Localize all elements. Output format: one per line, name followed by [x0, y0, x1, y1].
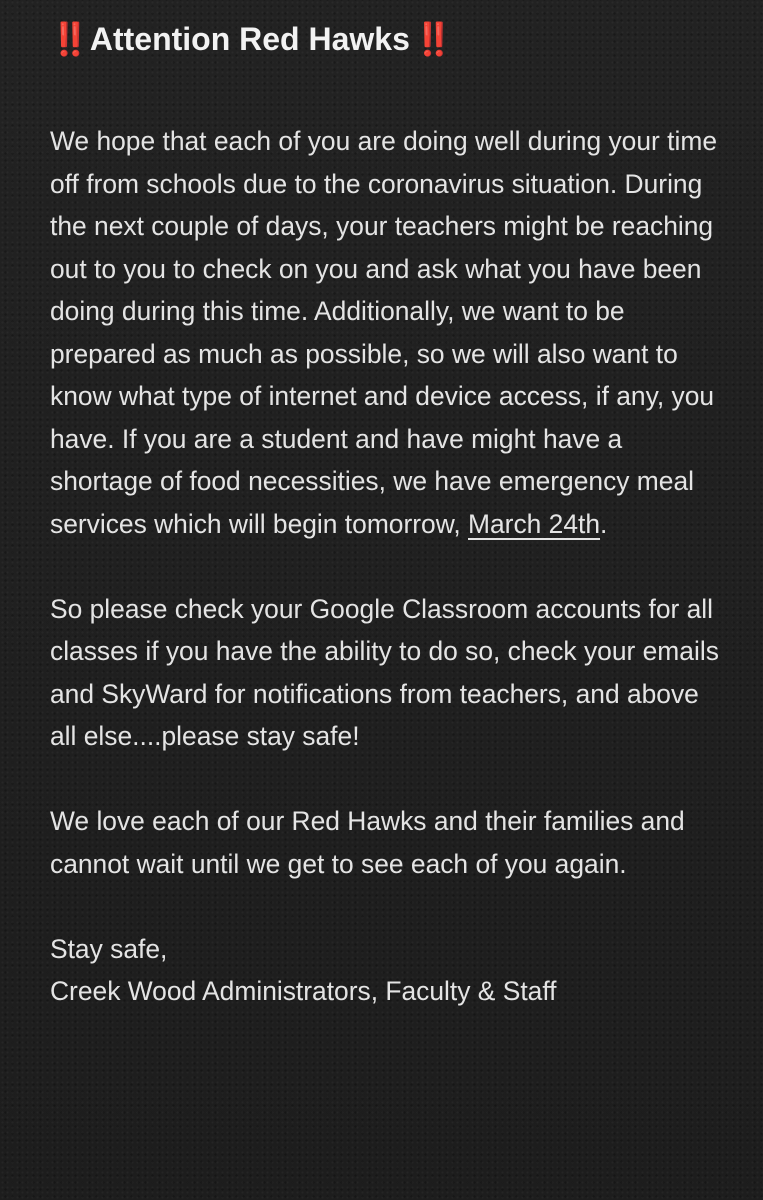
note-title	[50, 17, 723, 61]
paragraph-closing: We love each of our Red Hawks and their families and cannot wait until we get to see each of you again.	[50, 806, 685, 879]
note-title-text: Attention Red Hawks	[89, 21, 410, 57]
signature	[50, 928, 723, 1013]
paragraph-instructions: So please check your Google Classroom accounts for all classes if you have the ability to do so, check your emails and SkyWard for notifications from teachers, and above all else....please stay safe!	[50, 593, 719, 751]
signature-sender: Creek Wood Administrators, Faculty & Staff	[50, 976, 557, 1006]
paragraph-update	[50, 120, 723, 545]
paragraph-spacer	[50, 885, 723, 928]
date-link[interactable]: March 24th	[468, 508, 601, 539]
paragraph-update-text: We hope that each of you are doing well during your time off from schools due to the coronavirus situation. During the next couple of days, your teachers might be reaching out to you to check on you and ask what you have been doing during this time. Additionally, we want to be prepared as much as possible, so we will also want to know what type of internet and device access, if any, you have. If you are a student and have might have a shortage of food necessities, we have emergency meal services which will begin tomorrow,	[50, 126, 718, 539]
signature-closing: Stay safe,	[50, 933, 168, 964]
paragraph-spacer	[50, 545, 723, 588]
paragraph-spacer	[50, 758, 723, 801]
double-exclamation-icon: ‼️	[50, 21, 81, 57]
double-exclamation-icon: ‼️	[413, 21, 445, 57]
paragraph-update-end: .	[600, 508, 608, 539]
